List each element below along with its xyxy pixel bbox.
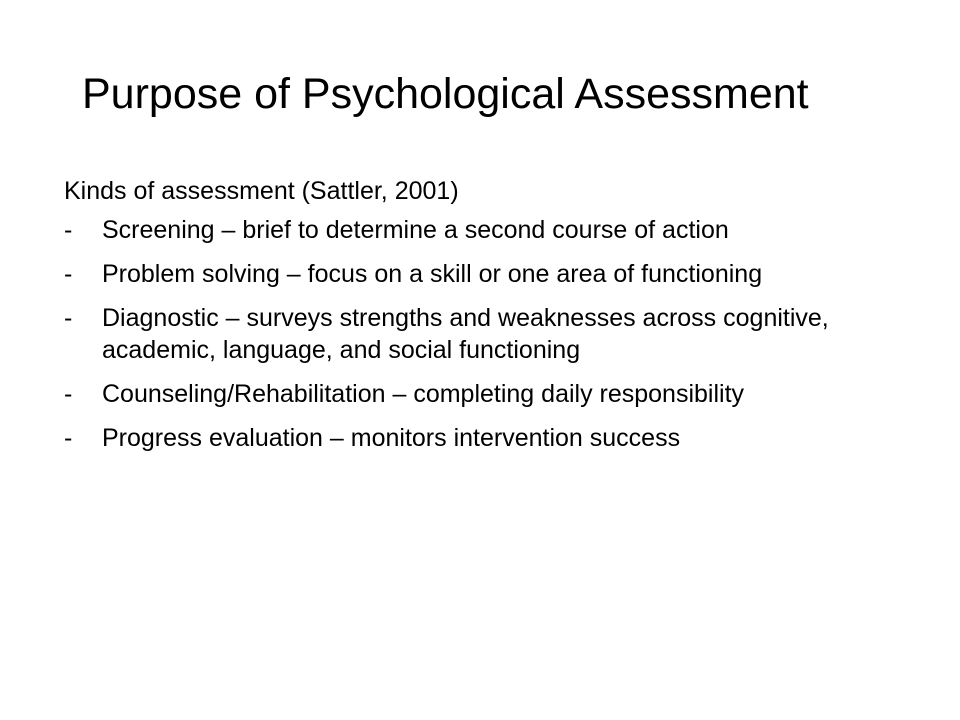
intro-text: Kinds of assessment (Sattler, 2001) xyxy=(64,177,459,205)
list-item-text: Problem solving – focus on a skill or one area of functioning xyxy=(102,260,763,288)
list-item-text: Counseling/Rehabilitation – completing daily responsibility xyxy=(102,380,745,408)
bullet-marker: - xyxy=(64,380,73,408)
bullet-marker: - xyxy=(64,424,73,452)
slide-title: Purpose of Psychological Assessment xyxy=(82,70,809,118)
bullet-marker: - xyxy=(64,216,73,244)
list-item xyxy=(64,258,904,290)
bullet-marker: - xyxy=(64,260,73,288)
list-item xyxy=(64,302,904,366)
list-item-text: Progress evaluation – monitors intervention success xyxy=(102,424,681,452)
bullet-marker: - xyxy=(64,304,73,332)
list-item xyxy=(64,214,904,246)
list-item xyxy=(64,378,904,410)
list-item-text: Diagnostic – surveys strengths and weaknesses across cognitive, academic, language, and social functioning xyxy=(102,304,829,364)
slide-body xyxy=(64,170,904,466)
list-item-text: Screening – brief to determine a second course of action xyxy=(102,216,729,244)
list-item xyxy=(64,422,904,454)
assessment-list xyxy=(64,214,904,454)
